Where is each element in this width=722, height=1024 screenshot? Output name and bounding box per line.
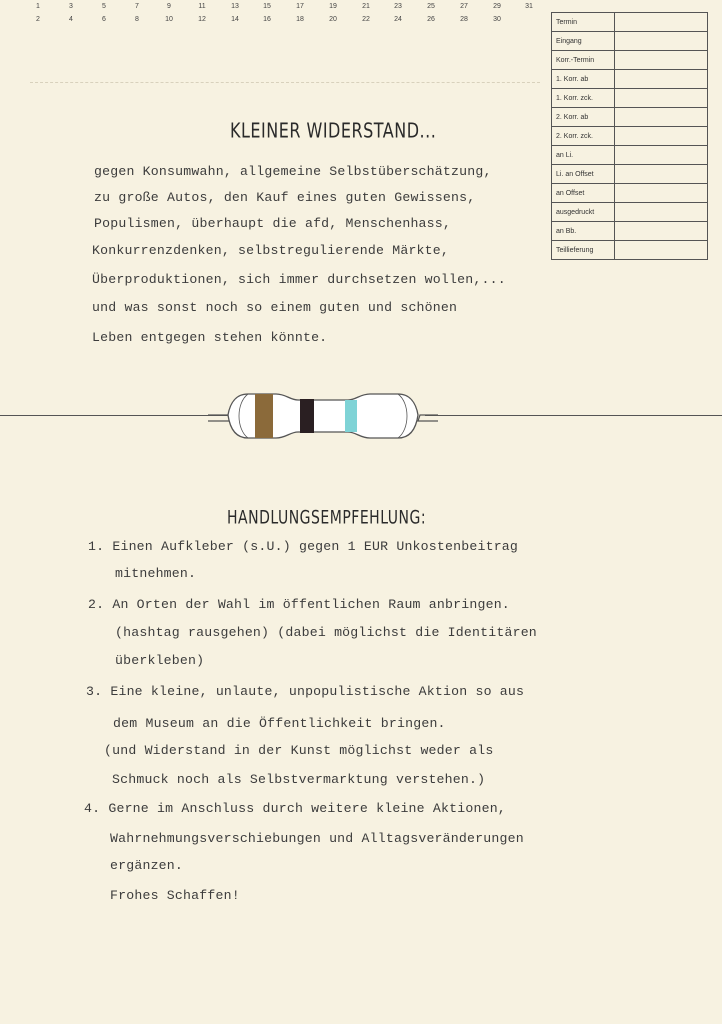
form-row — [552, 146, 708, 165]
intro-line: Populismen, überhaupt die afd, Menschenhass, — [94, 216, 452, 231]
ruler-number: 11 — [198, 3, 206, 10]
form-row-field — [615, 51, 708, 70]
ruler-number: 24 — [394, 16, 402, 23]
form-row-field — [615, 108, 708, 127]
action-item-3-cont: (und Widerstand in der Kunst möglichst weder als — [104, 743, 494, 758]
form-row — [552, 89, 708, 108]
form-row — [552, 108, 708, 127]
form-row — [552, 127, 708, 146]
resistor-wire-left — [0, 415, 228, 416]
ruler-number: 26 — [427, 16, 435, 23]
ruler-number: 14 — [231, 16, 239, 23]
ruler-number: 23 — [394, 3, 402, 10]
action-item-3: 3. Eine kleine, unlaute, unpopulistische Aktion so aus — [86, 684, 525, 699]
ruler-number: 6 — [102, 16, 106, 23]
intro-line: und was sonst noch so einem guten und schönen — [92, 300, 458, 315]
action-item-3-cont: dem Museum an die Öffentlichkeit bringen. — [113, 716, 446, 731]
ruler-number: 18 — [296, 16, 304, 23]
closing-line: Frohes Schaffen! — [110, 888, 240, 903]
action-item-2: 2. An Orten der Wahl im öffentlichen Raum anbringen. — [88, 597, 510, 612]
form-row-label: 1. Korr. ab — [552, 70, 615, 89]
form-row — [552, 203, 708, 222]
action-item-3-cont: Schmuck noch als Selbstvermarktung verstehen.) — [112, 772, 486, 787]
intro-line: Leben entgegen stehen könnte. — [92, 330, 328, 345]
form-row-field — [615, 32, 708, 51]
ruler-even-numbers — [0, 16, 540, 46]
ruler-number: 19 — [329, 3, 337, 10]
action-item-1: 1. Einen Aufkleber (s.U.) gegen 1 EUR Unkostenbeitrag — [88, 539, 519, 554]
intro-line: Überproduktionen, sich immer durchsetzen wollen,... — [92, 272, 506, 287]
action-item-4-cont: ergänzen. — [110, 858, 184, 873]
form-row-label: 2. Korr. ab — [552, 108, 615, 127]
form-row-field — [615, 70, 708, 89]
form-row — [552, 70, 708, 89]
form-row-label: Korr.-Termin — [552, 51, 615, 70]
ruler-number: 13 — [231, 3, 239, 10]
ruler-number: 17 — [296, 3, 304, 10]
action-item-4-cont: Wahrnehmungsverschiebungen und Alltagsveränderungen — [110, 831, 524, 846]
ruler-number: 9 — [167, 3, 171, 10]
page-title: KLEINER WIDERSTAND... — [230, 118, 437, 143]
form-row — [552, 184, 708, 203]
form-row-label: Eingang — [552, 32, 615, 51]
form-row-label: Termin — [552, 13, 615, 32]
form-row-label: an Offset — [552, 184, 615, 203]
ruler-number: 1 — [36, 3, 40, 10]
ruler-number: 27 — [460, 3, 468, 10]
ruler-number: 12 — [198, 16, 206, 23]
form-row — [552, 51, 708, 70]
section-heading: HANDLUNGSEMPFEHLUNG: — [227, 508, 427, 529]
form-row-label: 1. Korr. zck. — [552, 89, 615, 108]
form-row-field — [615, 89, 708, 108]
ruler-number: 31 — [525, 3, 533, 10]
resistor-band-turquoise-icon — [345, 400, 357, 432]
form-row-field — [615, 184, 708, 203]
form-row — [552, 32, 708, 51]
ruler-number: 10 — [165, 16, 173, 23]
resistor-icon — [208, 385, 438, 465]
form-row-field — [615, 146, 708, 165]
ruler-number: 5 — [102, 3, 106, 10]
form-row-label: Teillieferung — [552, 241, 615, 260]
form-row — [552, 13, 708, 32]
ruler-number: 21 — [362, 3, 370, 10]
action-item-2-cont: überkleben) — [115, 653, 205, 668]
form-row — [552, 241, 708, 260]
ruler-number: 4 — [69, 16, 73, 23]
ruler-number: 2 — [36, 16, 40, 23]
form-row-field — [615, 127, 708, 146]
form-row-label: ausgedruckt — [552, 203, 615, 222]
ruler-number: 7 — [135, 3, 139, 10]
action-item-1-cont: mitnehmen. — [115, 566, 197, 581]
form-row-field — [615, 165, 708, 184]
ruler-number: 20 — [329, 16, 337, 23]
intro-line: gegen Konsumwahn, allgemeine Selbstüberschätzung, — [94, 164, 492, 179]
resistor-wire-right — [425, 415, 722, 416]
ruler-number: 22 — [362, 16, 370, 23]
ruler-number: 25 — [427, 3, 435, 10]
intro-line: zu große Autos, den Kauf eines guten Gewissens, — [94, 190, 476, 205]
form-row — [552, 222, 708, 241]
ruler-number: 3 — [69, 3, 73, 10]
ruler-number: 8 — [135, 16, 139, 23]
resistor-band-black-icon — [300, 399, 314, 433]
action-item-4: 4. Gerne im Anschluss durch weitere kleine Aktionen, — [84, 801, 506, 816]
form-row-field — [615, 241, 708, 260]
intro-line: Konkurrenzdenken, selbstregulierende Märkte, — [92, 243, 450, 258]
form-row-label: Li. an Offset — [552, 165, 615, 184]
form-row-label: 2. Korr. zck. — [552, 127, 615, 146]
form-row-field — [615, 13, 708, 32]
action-item-2-cont: (hashtag rausgehen) (dabei möglichst die Identitären — [115, 625, 537, 640]
ruler-number: 15 — [263, 3, 271, 10]
ruler-number: 29 — [493, 3, 501, 10]
resistor-band-brown-icon — [255, 394, 273, 438]
production-form-table — [551, 12, 708, 260]
form-row — [552, 165, 708, 184]
form-row-field — [615, 222, 708, 241]
form-row-label: an Bb. — [552, 222, 615, 241]
resistor-lead-left-icon — [208, 415, 230, 421]
top-divider — [30, 82, 540, 83]
ruler-number: 16 — [263, 16, 271, 23]
ruler-number: 30 — [493, 16, 501, 23]
form-row-field — [615, 203, 708, 222]
form-row-label: an Li. — [552, 146, 615, 165]
resistor-lead-right-icon — [418, 415, 438, 421]
ruler-number: 28 — [460, 16, 468, 23]
